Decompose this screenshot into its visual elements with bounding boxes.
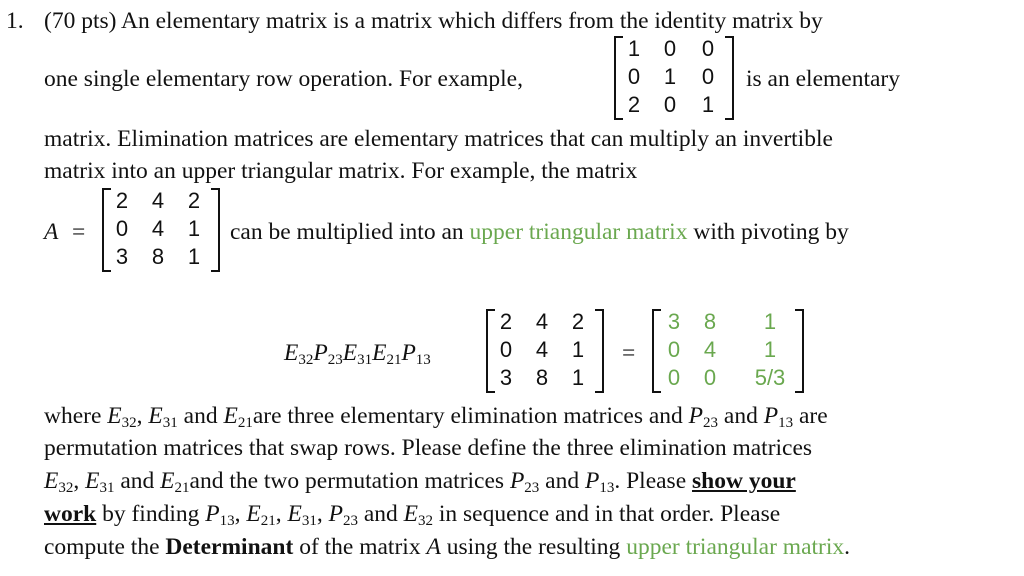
matrix-cell: 1 [571, 337, 585, 362]
text-line-5b: with pivoting by [693, 219, 849, 245]
matrix-cell: 8 [703, 309, 717, 334]
bracket-right [795, 309, 804, 393]
matrix-cell: 3 [667, 309, 681, 334]
upper-triangular-term: upper triangular matrix [469, 219, 688, 245]
matrix-cell: 2 [115, 188, 129, 213]
show-your-emphasis: show your [692, 468, 796, 494]
matrix-cell: 0 [667, 337, 681, 362]
matrix-cell: 2 [499, 309, 513, 334]
matrix-cell: 0 [663, 92, 677, 117]
matrix-cell: 2 [571, 309, 585, 334]
matrix-cell: 4 [703, 337, 717, 362]
bracket-right [211, 188, 220, 272]
matrix-cell: 1 [663, 64, 677, 89]
upper-triangular-matrix [652, 309, 804, 393]
text-define-line: $E_{32}$, $E_{31}$ and $E_{21}and$ the two permutation matrices $P_{23}$ and $P_{13}$. Please show your [44, 468, 796, 496]
text-permutation-line: permutation matrices that swap rows. Please define the three elimination matrices [44, 435, 813, 461]
matrix-cell: 5/3 [754, 365, 786, 390]
matrix-cell: 1 [701, 92, 715, 117]
matrix-cell: 0 [703, 365, 717, 390]
matrix-cell: 0 [663, 36, 677, 61]
matrix-a-in-equation [486, 309, 604, 393]
example-elementary-matrix [614, 36, 734, 120]
determinant-emphasis: Determinant [165, 534, 294, 560]
text-where-line: where $E_{32}$, $E_{31}$ and $E_{21}are$ three elementary elimination matrices and $P_{23}$ and $P_{13}$ are [44, 403, 828, 431]
matrix-cell: 4 [151, 216, 165, 241]
matrix-cell: 1 [571, 365, 585, 390]
text-line-5 [230, 217, 849, 247]
matrix-a-label: A [44, 219, 59, 245]
matrix-cell: 0 [701, 64, 715, 89]
matrix-cell: 0 [701, 36, 715, 61]
problem-number: 1. [6, 8, 24, 34]
matrix-cell: 4 [535, 309, 549, 334]
matrix-cell: 1 [627, 36, 641, 61]
text-work-line: work by finding $P_{13}$, $E_{21}$, $E_{31}$, $P_{23}$ and $E_{32}$ in sequence and in that order. Please [44, 501, 781, 529]
matrix-cell: 0 [627, 64, 641, 89]
matrix-cell: 8 [151, 244, 165, 269]
elimination-product: $E_{32}P_{23}E_{31}E_{21}P_{13}$ [284, 340, 431, 368]
matrix-cell: 3 [115, 244, 129, 269]
equals-sign: = [72, 219, 86, 245]
text-line-1: (70 pts) An elementary matrix is a matrix which differs from the identity matrix by [44, 8, 823, 34]
matrix-cell: 3 [499, 365, 513, 390]
bracket-right [595, 309, 604, 393]
text-line-5a: can be multiplied into an [230, 219, 464, 245]
matrix-cell: 4 [535, 337, 549, 362]
matrix-cell: 4 [151, 188, 165, 213]
equation-equals: = [622, 340, 636, 366]
matrix-cell: 2 [627, 92, 641, 117]
upper-triangular-term-final: upper triangular matrix [626, 534, 845, 560]
text-line-2b: is an elementary [746, 66, 900, 92]
matrix-cell: 0 [499, 337, 513, 362]
matrix-cell: 8 [535, 365, 549, 390]
matrix-cell: 1 [763, 309, 777, 334]
matrix-a [102, 188, 220, 272]
matrix-cell: 1 [187, 216, 201, 241]
text-line-3: matrix. Elimination matrices are elementary matrices that can multiply an invertible [44, 126, 833, 152]
matrix-cell: 0 [115, 216, 129, 241]
work-emphasis: work [44, 501, 97, 527]
bracket-right [725, 36, 734, 120]
matrix-cell: 1 [187, 244, 201, 269]
text-determinant-line: compute the Determinant of the matrix A using the resulting upper triangular matrix. [44, 534, 851, 560]
text-line-2a: one single elementary row operation. For example, [44, 66, 523, 92]
text-line-4: matrix into an upper triangular matrix. For example, the matrix [44, 158, 638, 184]
matrix-cell: 2 [187, 188, 201, 213]
matrix-cell: 0 [667, 365, 681, 390]
matrix-cell: 1 [763, 337, 777, 362]
